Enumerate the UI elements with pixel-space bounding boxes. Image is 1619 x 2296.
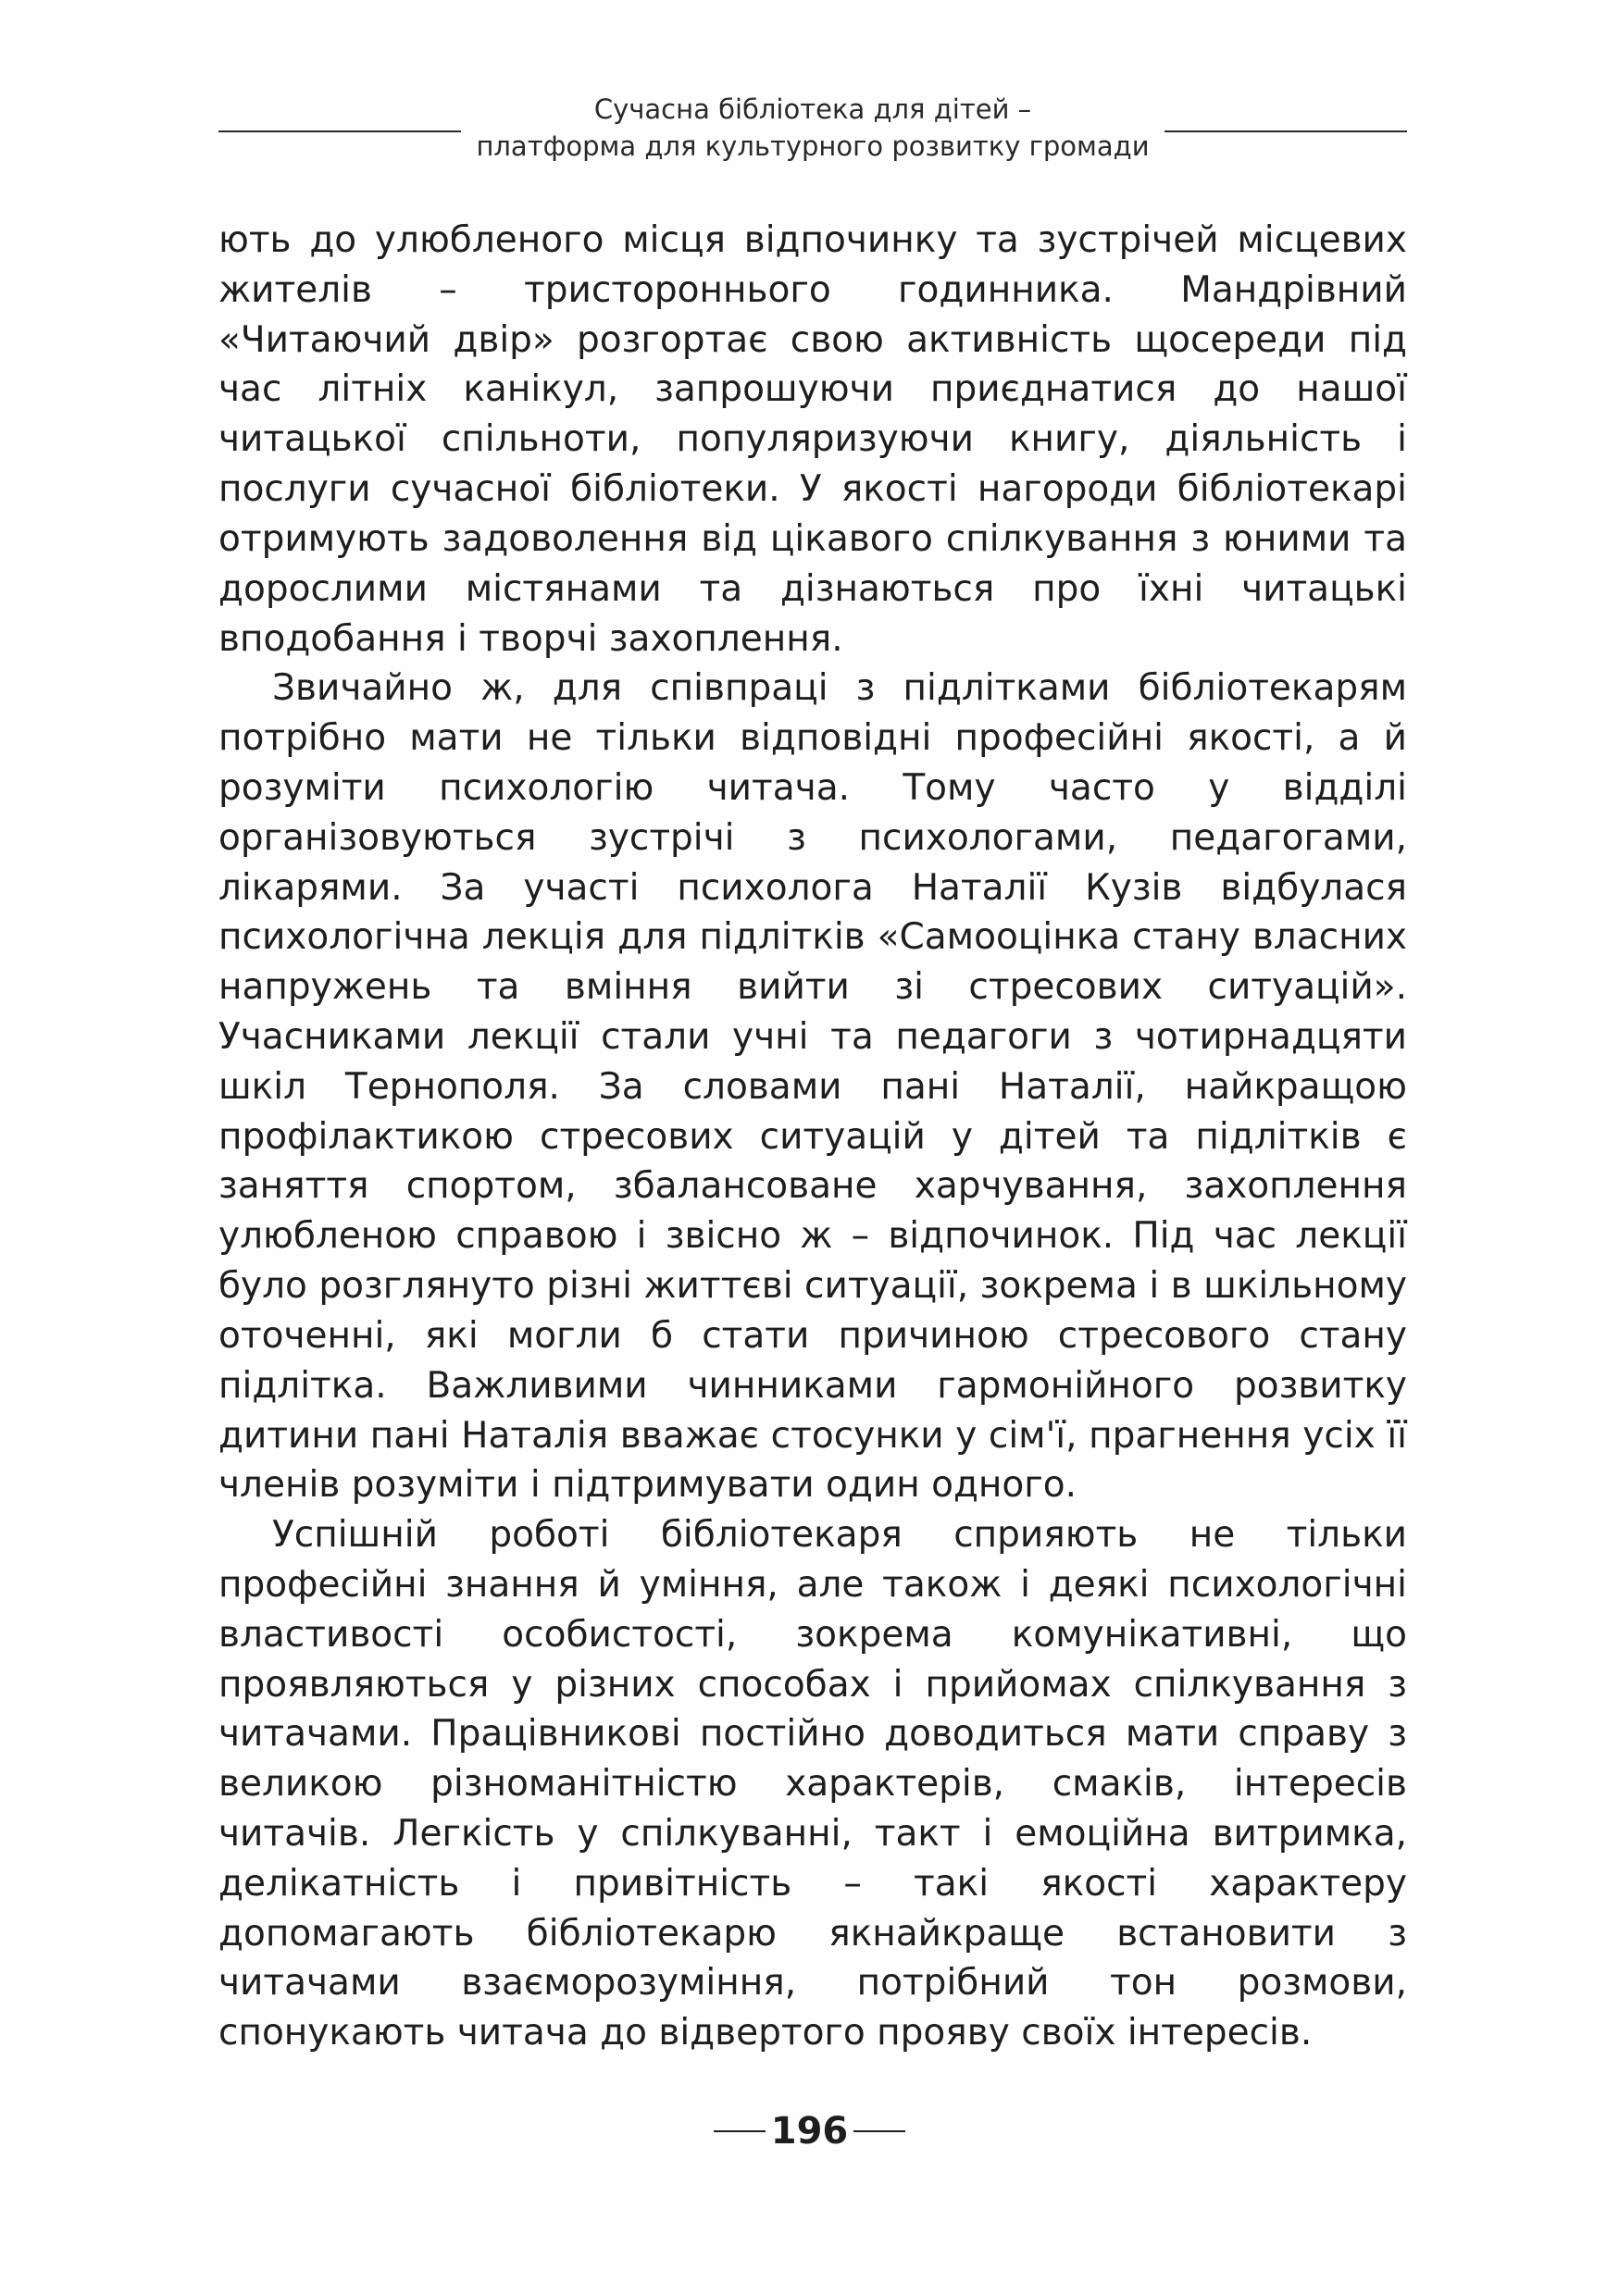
running-head-right-rule bbox=[1164, 130, 1407, 132]
paragraph-teen-psychology: Звичайно ж, для співпраці з підлітками бібліотекарям потрібно мати не тільки відповідні професійні якості, а й розуміти психологію читача. Тому часто у відділі організовуються зустрічі з психологами, педагогами, лікарями. За участі психолога Наталії Кузів відбулася психологічна лекція для підлітків «Самооцінка стану власних напружень та вміння вийти зі стресових ситуацій». Учасниками лекції стали учні та педагоги з чотирнадцяти шкіл Тернополя. За словами пані Наталії, найкращою профілактикою стресових ситуацій у дітей та підлітків є заняття спортом, збалансоване харчування, захоплення улюбленою справою і звісно ж – відпочинок. Під час лекції було розглянуто різні життєві ситуації, зокрема і в шкільному оточенні, які могли б стати причиною стресового стану підлітка. Важливими чинниками гармонійного розвитку дитини пані Наталія вважає стосунки у сім'ї, прагнення усіх її членів розуміти і підтримувати один одного. bbox=[218, 667, 1407, 1507]
running-head-left-rule bbox=[218, 130, 461, 132]
folio-right-dash bbox=[853, 2130, 905, 2132]
folio-left-dash bbox=[714, 2130, 766, 2132]
running-head-line-2: платформа для культурного розвитку громади bbox=[476, 130, 1150, 162]
running-head-line-1: Сучасна бібліотека для дітей – bbox=[593, 93, 1032, 125]
page-number: 196 bbox=[770, 2110, 849, 2153]
folio bbox=[714, 2105, 906, 2157]
paragraph-continued: ють до улюбленого місця відпочинку та зустрічей місцевих жителів – тристороннього годинника. Мандрівний «Читаючий двір» розгортає свою активність щосереди під час літніх канікул, запрошуючи приєднатися до нашої читацької спільноти, популяризуючи книгу, діяльність і послуги сучасної бібліотеки. У якості нагороди бібліотекарі отримують задоволення від цікавого спілкування з юними та дорослими містянами та дізнаються про їхні читацькі вподобання і творчі захоплення. bbox=[218, 219, 1407, 660]
page-footer bbox=[0, 2105, 1619, 2157]
body-text bbox=[218, 216, 1407, 2058]
running-head bbox=[218, 91, 1407, 170]
paragraph-librarian-qualities: Успішній роботі бібліотекаря сприяють не тільки професійні знання й уміння, але також і деякі психологічні властивості особистості, зокрема комунікативні, що проявляються у різних способах і прийомах спілкування з читачами. Працівникові постійно доводиться мати справу з великою різноманітністю характерів, смаків, інтересів читачів. Легкість у спілкуванні, такт і емоційна витримка, делікатність і привітність – такі якості характеру допомагають бібліотекарю якнайкраще встановити з читачами взаєморозуміння, потрібний тон розмови, спонукають читача до відвертого прояву своїх інтересів. bbox=[218, 1514, 1407, 2054]
running-head-title bbox=[461, 91, 1164, 165]
